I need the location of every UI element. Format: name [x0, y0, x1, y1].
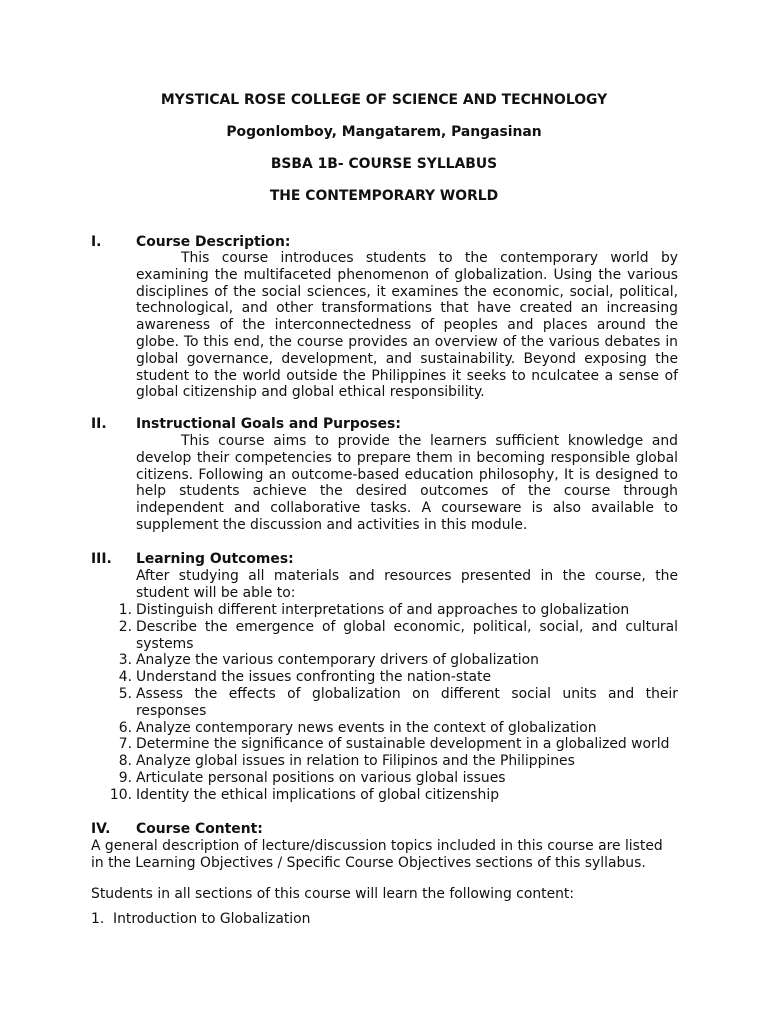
list-item-text: Articulate personal positions on various global issues [136, 769, 506, 786]
list-item-number: 4. [118, 669, 132, 686]
course-description-text: This course introduces students to the contemporary world by examining the multifaceted phenomenon of globalization. Using the various disciplines of the social sciences, it examines the economic, social, political, technological, and other transformations that have created an increasing awareness of the interconnectedness of peoples and places around the globe. To this end, the course provides an overview of the various debates in global governance, development, and sustainability. Beyond exposing the student to the world outside the Philippines it seeks to nculcatee a sense of global citizenship and global ethical responsibility. [136, 250, 678, 401]
section-numeral: IV. [91, 821, 111, 837]
list-item-number: 1. [91, 911, 105, 927]
list-item-number: 9. [118, 769, 132, 786]
list-item-number: 2. [118, 618, 132, 635]
course-title: THE CONTEMPORARY WORLD [269, 188, 499, 204]
list-item-text: Analyze contemporary news events in the context of globalization [136, 719, 597, 736]
section-title: Instructional Goals and Purposes: [136, 416, 401, 432]
list-item-text: Analyze the various contemporary drivers of globalization [136, 652, 539, 669]
section-title: Course Content: [136, 821, 263, 837]
learning-outcomes-list [109, 602, 678, 804]
list-item [118, 753, 678, 770]
section-title: Learning Outcomes: [136, 551, 294, 567]
list-item [118, 618, 678, 653]
list-item [118, 602, 678, 619]
list-item [109, 786, 678, 804]
instructional-goals-text: This course aims to provide the learners sufficient knowledge and develop their competencies to prepare them in becoming responsible global citizens. Following an outcome-based education philosophy, It is designed to help students achieve the desired outcomes of the course through independent and collaborative tasks. A courseware is also available to supplement the discussion and activities in this module. [136, 433, 678, 533]
list-item [118, 652, 678, 669]
list-item-number: 6. [118, 719, 132, 736]
section-numeral: II. [91, 416, 107, 432]
section-title: Course Description: [136, 234, 291, 250]
syllabus-title: BSBA 1B- COURSE SYLLABUS [270, 156, 498, 172]
list-item-number: 5. [118, 685, 132, 702]
list-item-text: Determine the significance of sustainable development in a globalized world [136, 736, 670, 753]
list-item [91, 911, 310, 928]
list-item-text: Introduction to Globalization [113, 911, 311, 927]
list-item-text: Assess the effects of globalization on different social units and their responses [136, 685, 678, 719]
section-numeral: I. [91, 234, 102, 250]
learning-outcomes-intro: After studying all materials and resources presented in the course, the student will be able to: [136, 568, 678, 601]
list-item [118, 719, 678, 737]
list-item-text: Identity the ethical implications of global citizenship [136, 786, 500, 803]
list-item [118, 736, 678, 753]
list-item [118, 685, 678, 720]
list-item-number: 7. [118, 736, 132, 753]
list-item-number: 3. [118, 652, 132, 669]
list-item-text: Distinguish different interpretations of and approaches to globalization [136, 602, 630, 618]
list-item-number: 10. [109, 786, 132, 803]
institution-location: Pogonlomboy, Mangatarem, Pangasinan [226, 124, 542, 140]
course-content-students-line: Students in all sections of this course will learn the following content: [91, 886, 575, 902]
institution-name: MYSTICAL ROSE COLLEGE OF SCIENCE AND TECHNOLOGY [160, 92, 608, 108]
list-item-number: 8. [118, 753, 132, 770]
list-item [118, 669, 678, 686]
list-item-text: Understand the issues confronting the nation-state [136, 669, 492, 686]
section-numeral: III. [91, 551, 112, 567]
list-item [118, 769, 678, 787]
list-item-text: Analyze global issues in relation to Filipinos and the Philippines [136, 753, 575, 770]
list-item-text: Describe the emergence of global economic, political, social, and cultural systems [136, 618, 678, 652]
list-item-number: 1. [118, 602, 132, 618]
course-content-description: A general description of lecture/discussion topics included in this course are listed in the Learning Objectives / Specific Course Objectives sections of this syllabus. [91, 838, 663, 871]
